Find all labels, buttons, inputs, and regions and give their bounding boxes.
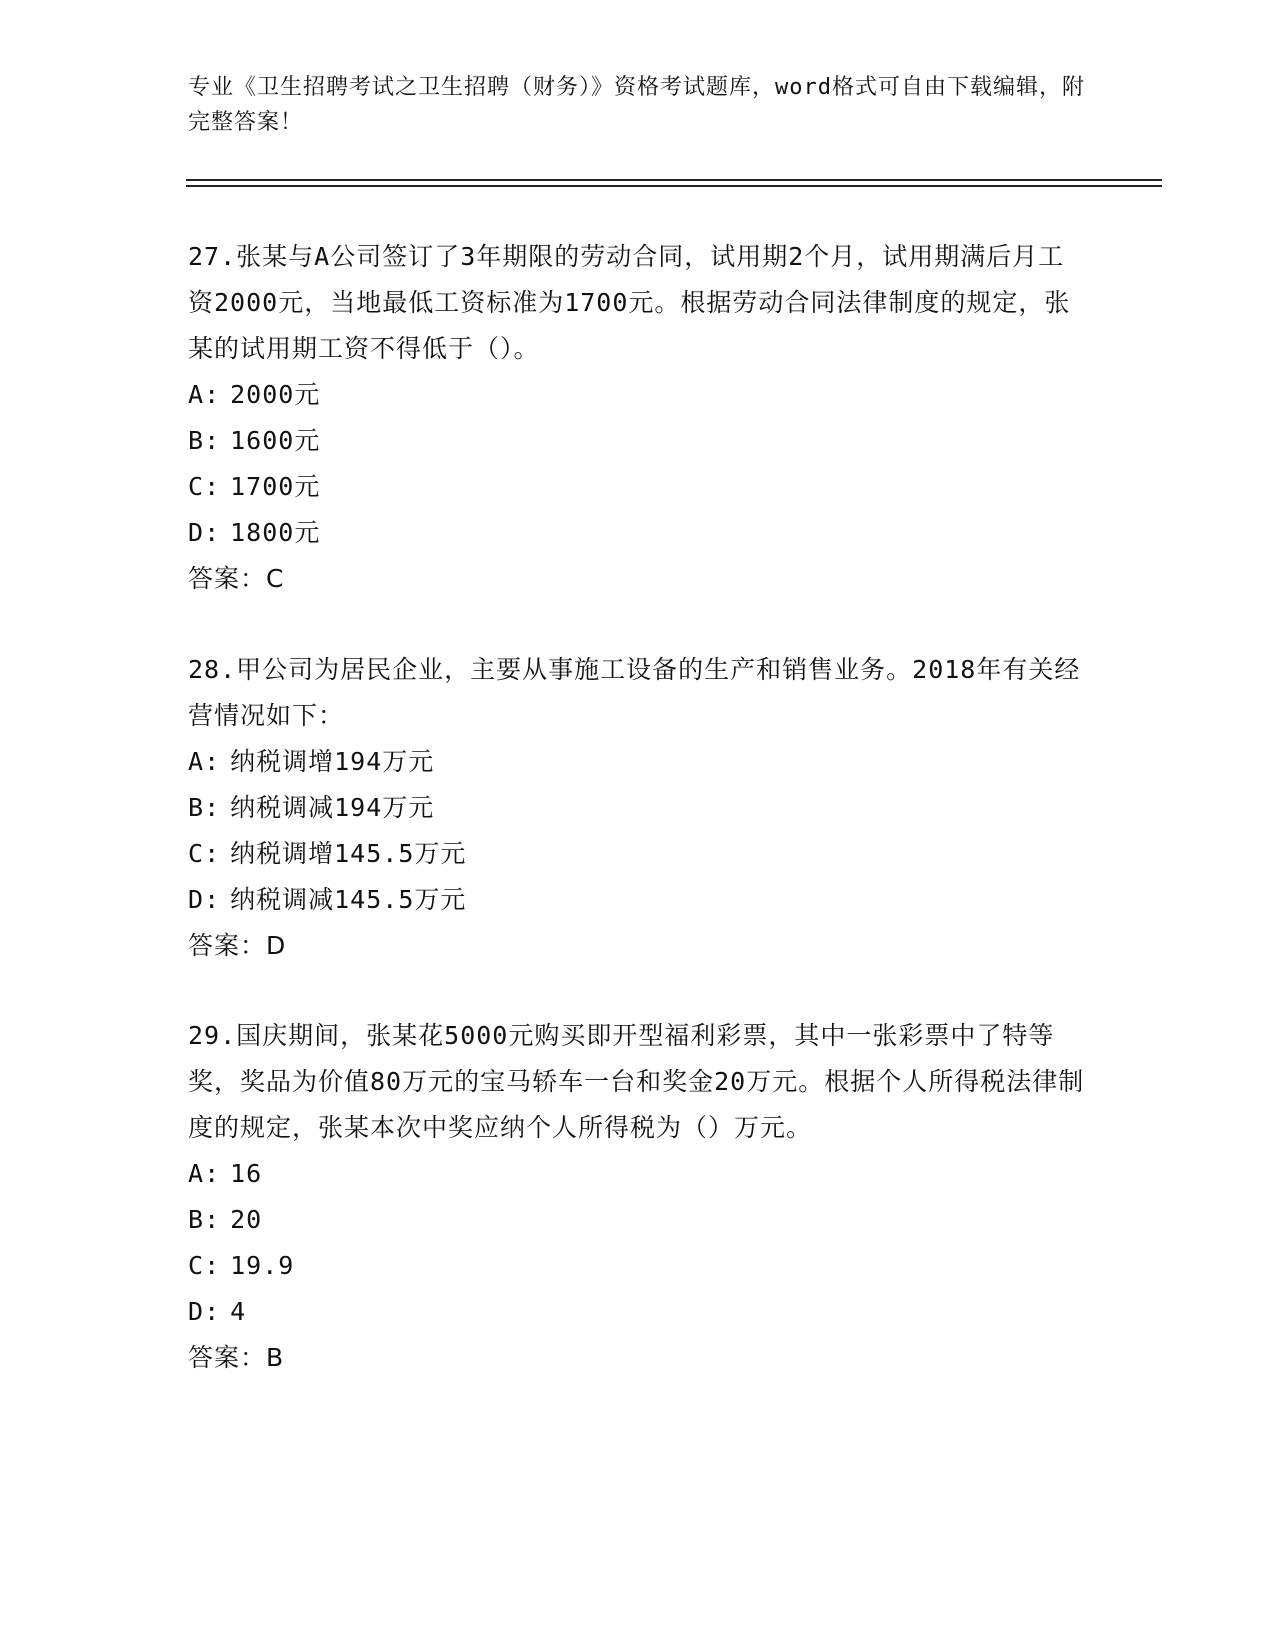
- option-letter: B: [188, 793, 205, 822]
- option-letter: A: [188, 747, 205, 776]
- option-separator: :: [204, 1205, 221, 1234]
- option-text: 纳税调减145.5万元: [230, 885, 467, 914]
- option-b: [188, 785, 1088, 831]
- option-c: [188, 831, 1088, 877]
- question-text: 27.张某与A公司签订了3年期限的劳动合同，试用期2个月，试用期满后月工资2000元，当地最低工资标准为1700元。根据劳动合同法律制度的规定，张某的试用期工资不得低于（）。: [188, 242, 1071, 363]
- option-letter: B: [188, 1205, 205, 1234]
- option-separator: :: [204, 1297, 221, 1326]
- option-c: [188, 1243, 1088, 1289]
- option-a: [188, 739, 1088, 785]
- option-text: 1600元: [230, 426, 321, 455]
- header-divider-top: [186, 179, 1162, 181]
- question-29: [188, 1013, 1088, 1381]
- option-b: [188, 418, 1088, 464]
- option-separator: :: [204, 426, 221, 455]
- answer-line: 答案：B: [188, 1343, 285, 1372]
- option-separator: :: [204, 747, 221, 776]
- option-letter: D: [188, 885, 205, 914]
- option-separator: :: [204, 1159, 221, 1188]
- question-text: 29.国庆期间，张某花5000元购买即开型福利彩票，其中一张彩票中了特等奖，奖品为价值80万元的宝马轿车一台和奖金20万元。根据个人所得税法律制度的规定，张某本次中奖应纳个人所得税为（）万元。: [188, 1021, 1085, 1142]
- header-divider-bottom: [186, 185, 1162, 187]
- option-text: 19.9: [230, 1251, 295, 1280]
- document-header: 专业《卫生招聘考试之卫生招聘（财务）》资格考试题库，word格式可自由下载编辑，附完整答案！: [188, 75, 1085, 135]
- option-letter: B: [188, 426, 205, 455]
- option-separator: :: [204, 380, 221, 409]
- option-letter: D: [188, 1297, 205, 1326]
- option-c: [188, 464, 1088, 510]
- option-letter: D: [188, 518, 205, 547]
- answer-line: 答案：D: [188, 931, 287, 960]
- option-separator: :: [204, 793, 221, 822]
- question-text: 28.甲公司为居民企业，主要从事施工设备的生产和销售业务。2018年有关经营情况如下：: [188, 655, 1081, 730]
- option-text: 1800元: [230, 518, 321, 547]
- option-letter: A: [188, 1159, 205, 1188]
- option-separator: :: [204, 1251, 221, 1280]
- question-28: [188, 647, 1088, 969]
- option-b: [188, 1197, 1088, 1243]
- option-d: [188, 877, 1088, 923]
- option-letter: C: [188, 472, 205, 501]
- option-a: [188, 372, 1088, 418]
- option-text: 16: [230, 1159, 263, 1188]
- option-text: 1700元: [230, 472, 321, 501]
- option-letter: A: [188, 380, 205, 409]
- option-separator: :: [204, 518, 221, 547]
- question-27: [188, 234, 1088, 602]
- answer-line: 答案：C: [188, 564, 285, 593]
- option-separator: :: [204, 472, 221, 501]
- option-separator: :: [204, 885, 221, 914]
- option-d: [188, 510, 1088, 556]
- option-letter: C: [188, 839, 205, 868]
- option-text: 4: [230, 1297, 247, 1326]
- option-d: [188, 1289, 1088, 1335]
- option-separator: :: [204, 839, 221, 868]
- option-letter: C: [188, 1251, 205, 1280]
- option-text: 2000元: [230, 380, 321, 409]
- option-text: 纳税调增194万元: [230, 747, 435, 776]
- option-text: 20: [230, 1205, 263, 1234]
- option-a: [188, 1151, 1088, 1197]
- option-text: 纳税调增145.5万元: [230, 839, 467, 868]
- option-text: 纳税调减194万元: [230, 793, 435, 822]
